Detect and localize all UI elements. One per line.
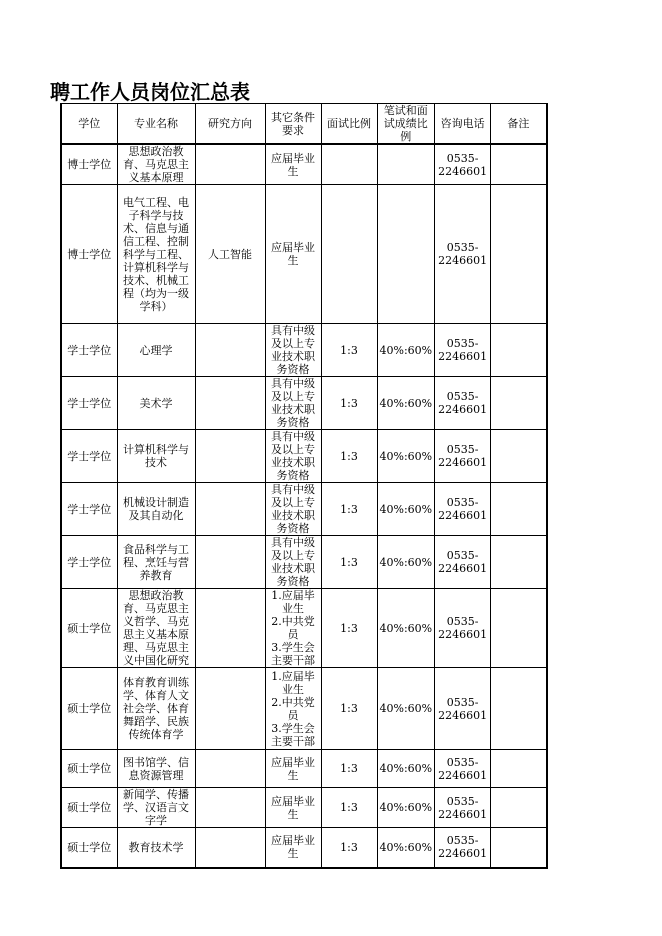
phone-cell: 0535-2246601 bbox=[435, 668, 491, 750]
table-row bbox=[61, 483, 547, 536]
score-ratio-cell: 40%:60% bbox=[377, 536, 435, 589]
phone-cell: 0535-2246601 bbox=[435, 324, 491, 377]
phone-cell: 0535-2246601 bbox=[435, 828, 491, 868]
direction-cell bbox=[195, 668, 265, 750]
score-ratio-cell: 40%:60% bbox=[377, 324, 435, 377]
header-note: 备注 bbox=[491, 104, 547, 145]
note-cell bbox=[491, 788, 547, 828]
score-ratio-cell: 40%:60% bbox=[377, 750, 435, 788]
interview-ratio-cell bbox=[321, 185, 377, 324]
note-cell bbox=[491, 144, 547, 185]
table-row bbox=[61, 788, 547, 828]
score-ratio-cell bbox=[377, 144, 435, 185]
score-ratio-cell: 40%:60% bbox=[377, 828, 435, 868]
degree-cell: 硕士学位 bbox=[61, 589, 117, 668]
header-phone: 咨询电话 bbox=[435, 104, 491, 145]
phone-cell: 0535-2246601 bbox=[435, 144, 491, 185]
direction-cell bbox=[195, 430, 265, 483]
header-interview-ratio: 面试比例 bbox=[321, 104, 377, 145]
note-cell bbox=[491, 750, 547, 788]
degree-cell: 博士学位 bbox=[61, 144, 117, 185]
phone-cell: 0535-2246601 bbox=[435, 750, 491, 788]
score-ratio-cell: 40%:60% bbox=[377, 668, 435, 750]
requirement-cell: 具有中级及以上专业技术职务资格 bbox=[265, 536, 321, 589]
interview-ratio-cell: 1:3 bbox=[321, 483, 377, 536]
interview-ratio-cell: 1:3 bbox=[321, 589, 377, 668]
degree-cell: 学士学位 bbox=[61, 377, 117, 430]
major-cell: 机械设计制造及其自动化 bbox=[117, 483, 195, 536]
requirement-cell: 应届毕业生 bbox=[265, 788, 321, 828]
score-ratio-cell bbox=[377, 185, 435, 324]
score-ratio-cell: 40%:60% bbox=[377, 377, 435, 430]
direction-cell: 人工智能 bbox=[195, 185, 265, 324]
major-cell: 心理学 bbox=[117, 324, 195, 377]
major-cell: 计算机科学与技术 bbox=[117, 430, 195, 483]
table-row bbox=[61, 430, 547, 483]
interview-ratio-cell: 1:3 bbox=[321, 788, 377, 828]
degree-cell: 学士学位 bbox=[61, 536, 117, 589]
phone-cell: 0535-2246601 bbox=[435, 589, 491, 668]
interview-ratio-cell bbox=[321, 144, 377, 185]
header-score-ratio: 笔试和面试成绩比例 bbox=[377, 104, 435, 145]
interview-ratio-cell: 1:3 bbox=[321, 377, 377, 430]
score-ratio-cell: 40%:60% bbox=[377, 589, 435, 668]
degree-cell: 硕士学位 bbox=[61, 750, 117, 788]
major-cell: 教育技术学 bbox=[117, 828, 195, 868]
document-title: 聘工作人员岗位汇总表 bbox=[50, 80, 250, 104]
major-cell: 图书馆学、信息资源管理 bbox=[117, 750, 195, 788]
requirement-cell: 具有中级及以上专业技术职务资格 bbox=[265, 430, 321, 483]
major-cell: 新闻学、传播学、汉语言文字学 bbox=[117, 788, 195, 828]
degree-cell: 学士学位 bbox=[61, 324, 117, 377]
interview-ratio-cell: 1:3 bbox=[321, 324, 377, 377]
direction-cell bbox=[195, 377, 265, 430]
degree-cell: 硕士学位 bbox=[61, 788, 117, 828]
table-row bbox=[61, 324, 547, 377]
phone-cell: 0535-2246601 bbox=[435, 185, 491, 324]
direction-cell bbox=[195, 144, 265, 185]
direction-cell bbox=[195, 324, 265, 377]
table-row bbox=[61, 377, 547, 430]
requirement-cell: 应届毕业生 bbox=[265, 828, 321, 868]
major-cell: 食品科学与工程、烹饪与营养教育 bbox=[117, 536, 195, 589]
requirement-cell: 应届毕业生 bbox=[265, 144, 321, 185]
degree-cell: 学士学位 bbox=[61, 483, 117, 536]
major-cell: 思想政治教育、马克思主义哲学、马克思主义基本原理、马克思主义中国化研究 bbox=[117, 589, 195, 668]
table-row bbox=[61, 144, 547, 185]
score-ratio-cell: 40%:60% bbox=[377, 483, 435, 536]
requirement-cell: 应届毕业生 bbox=[265, 750, 321, 788]
interview-ratio-cell: 1:3 bbox=[321, 750, 377, 788]
table-row bbox=[61, 668, 547, 750]
note-cell bbox=[491, 668, 547, 750]
requirement-cell: 1.应届毕业生 2.中共党员 3.学生会主要干部 bbox=[265, 589, 321, 668]
table-row bbox=[61, 750, 547, 788]
major-cell: 体育教育训练学、体育人文社会学、体育舞蹈学、民族传统体育学 bbox=[117, 668, 195, 750]
interview-ratio-cell: 1:3 bbox=[321, 668, 377, 750]
phone-cell: 0535-2246601 bbox=[435, 377, 491, 430]
table-row bbox=[61, 536, 547, 589]
phone-cell: 0535-2246601 bbox=[435, 536, 491, 589]
table-row bbox=[61, 185, 547, 324]
interview-ratio-cell: 1:3 bbox=[321, 536, 377, 589]
note-cell bbox=[491, 377, 547, 430]
direction-cell bbox=[195, 828, 265, 868]
degree-cell: 学士学位 bbox=[61, 430, 117, 483]
table-row bbox=[61, 828, 547, 868]
header-major: 专业名称 bbox=[117, 104, 195, 145]
requirement-cell: 具有中级及以上专业技术职务资格 bbox=[265, 377, 321, 430]
degree-cell: 硕士学位 bbox=[61, 668, 117, 750]
requirement-cell: 具有中级及以上专业技术职务资格 bbox=[265, 324, 321, 377]
note-cell bbox=[491, 536, 547, 589]
header-requirement: 其它条件要求 bbox=[265, 104, 321, 145]
header-direction: 研究方向 bbox=[195, 104, 265, 145]
interview-ratio-cell: 1:3 bbox=[321, 430, 377, 483]
direction-cell bbox=[195, 483, 265, 536]
note-cell bbox=[491, 324, 547, 377]
major-cell: 电气工程、电子科学与技术、信息与通信工程、控制科学与工程、计算机科学与技术、机械工程（均为一级学科） bbox=[117, 185, 195, 324]
phone-cell: 0535-2246601 bbox=[435, 483, 491, 536]
degree-cell: 硕士学位 bbox=[61, 828, 117, 868]
requirement-cell: 1.应届毕业生 2.中共党员 3.学生会主要干部 bbox=[265, 668, 321, 750]
direction-cell bbox=[195, 750, 265, 788]
major-cell: 美术学 bbox=[117, 377, 195, 430]
note-cell bbox=[491, 483, 547, 536]
direction-cell bbox=[195, 536, 265, 589]
degree-cell: 博士学位 bbox=[61, 185, 117, 324]
table-row bbox=[61, 589, 547, 668]
score-ratio-cell: 40%:60% bbox=[377, 788, 435, 828]
requirement-cell: 应届毕业生 bbox=[265, 185, 321, 324]
note-cell bbox=[491, 828, 547, 868]
direction-cell bbox=[195, 589, 265, 668]
direction-cell bbox=[195, 788, 265, 828]
phone-cell: 0535-2246601 bbox=[435, 788, 491, 828]
note-cell bbox=[491, 430, 547, 483]
position-table bbox=[60, 103, 548, 869]
phone-cell: 0535-2246601 bbox=[435, 430, 491, 483]
requirement-cell: 具有中级及以上专业技术职务资格 bbox=[265, 483, 321, 536]
note-cell bbox=[491, 185, 547, 324]
note-cell bbox=[491, 589, 547, 668]
interview-ratio-cell: 1:3 bbox=[321, 828, 377, 868]
major-cell: 思想政治教育、马克思主义基本原理 bbox=[117, 144, 195, 185]
score-ratio-cell: 40%:60% bbox=[377, 430, 435, 483]
header-degree: 学位 bbox=[61, 104, 117, 145]
